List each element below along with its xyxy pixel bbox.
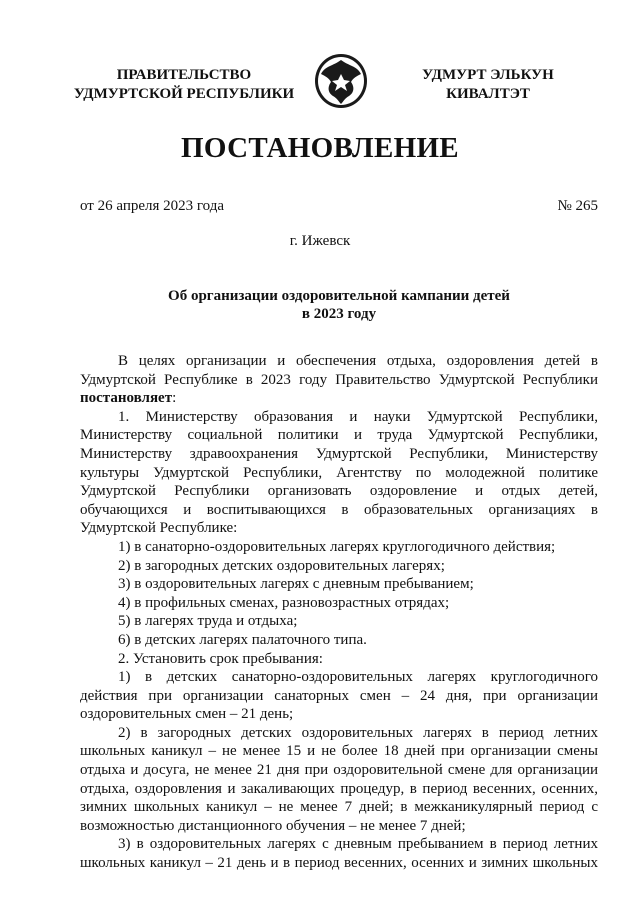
list-item: 1) в санаторно-оздоровительных лагерях круглогодичного действия;: [118, 538, 556, 555]
document-body: [80, 352, 598, 873]
issuer-russian: [64, 66, 304, 104]
intro-colon: :: [172, 390, 177, 407]
list-item: 5) в лагерях труда и отдыха;: [118, 613, 298, 630]
issuer-udmurt-line1: УДМУРТ ЭЛЬКУН: [422, 67, 554, 83]
issuer-russian-line2: УДМУРТСКОЙ РЕСПУБЛИКИ: [73, 86, 295, 102]
document-title: ПОСТАНОВЛЕНИЕ: [181, 132, 459, 164]
document-subject: [80, 287, 598, 323]
subject-line2: в 2023 году: [301, 306, 377, 322]
stay-item-2: 2) в загородных детских оздоровительных лагерях в период летних школьных каникул – не менее 15 и не более 18 дней при организации смены отдыха и досуга, не менее 21 дня при оздоровительной смене для организации отдыха, оздоровления и закаливающих процедур, в период весенних, осенних, зимних школьных каникул – не менее 7 дней; в межканикулярный период с возможностью дистанционного обучения – не менее 7 дней;: [80, 724, 598, 834]
document-city: г. Ижевск: [289, 233, 351, 249]
document-date: от 26 апреля 2023 года: [80, 198, 225, 214]
subject-line1: Об организации оздоровительной кампании детей: [168, 288, 510, 304]
document-number: № 265: [557, 198, 598, 214]
intro-paragraph: [80, 352, 598, 408]
paragraph-1: 1. Министерству образования и науки Удмуртской Республики, Министерству социальной политики и труда Удмуртской Республики, Министерству здравоохранения Удмуртской Республики, Министерству культуры Удмуртской Республики, Агентству по молодежной политике Удмуртской Республики организовать оздоровление и отдых детей, обучающихся и воспитывающихся в образовательных организациях в Удмуртской Республике:: [80, 408, 598, 537]
list-item: 6) в детских лагерях палаточного типа.: [118, 631, 367, 648]
stay-item-1: 1) в детских санаторно-оздоровительных лагерях круглогодичного действия при организации санаторных смен – 24 дня, при организации оздоровительных смен – 21 день;: [80, 669, 598, 723]
intro-bold-verb: постановляет: [80, 390, 173, 407]
issuer-udmurt-line2: КИВАЛТЭТ: [446, 86, 530, 102]
list-item: 2) в загородных детских оздоровительных лагерях;: [118, 557, 445, 574]
list-item: 4) в профильных сменах, разновозрастных отрядах;: [118, 594, 450, 611]
issuer-udmurt: [398, 66, 578, 104]
intro-text: В целях организации и обеспечения отдыха, оздоровления детей в Удмуртской Республике в 2023 году Правительство Удмуртской Республики: [80, 353, 598, 388]
paragraph-2: 2. Установить срок пребывания:: [118, 650, 323, 667]
coat-of-arms-emblem-icon: [313, 52, 369, 110]
list-item: 3) в оздоровительных лагерях с дневным пребыванием;: [118, 576, 474, 593]
stay-item-3: 3) в оздоровительных лагерях с дневным пребыванием в период летних школьных каникул – 21 день и в период весенних, осенних и зимних школьных: [80, 836, 598, 872]
issuer-russian-line1: ПРАВИТЕЛЬСТВО: [116, 67, 252, 83]
